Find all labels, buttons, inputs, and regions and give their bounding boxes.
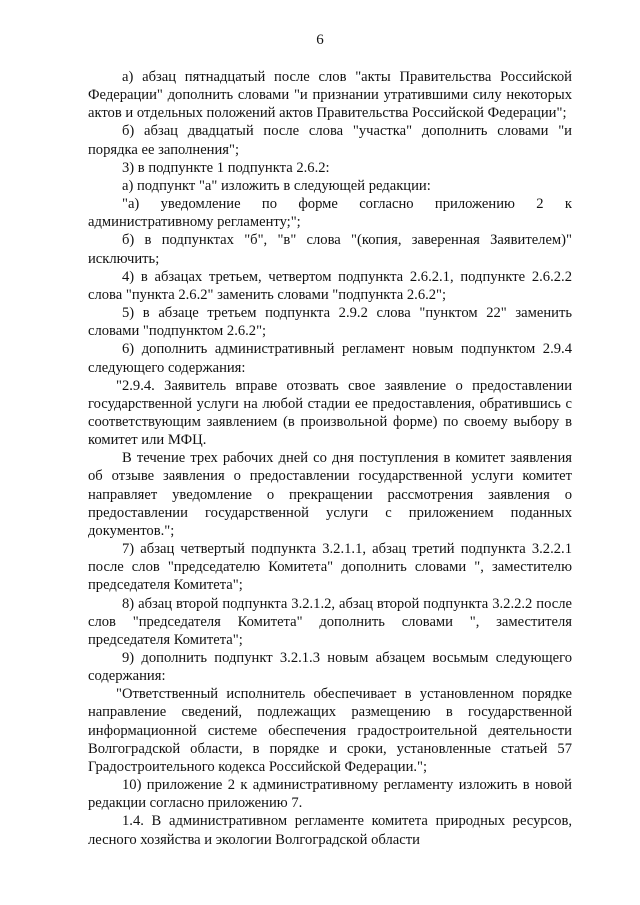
paragraph: б) в подпунктах "б", "в" слова "(копия, заверенная Заявителем)" исключить; (88, 232, 572, 267)
paragraph: 6) дополнить административный регламент новым подпунктом 2.9.4 следующего содержания: (88, 341, 572, 376)
page-number: 6 (316, 32, 324, 48)
paragraph: 9) дополнить подпункт 3.2.1.3 новым абзацем восьмым следующего содержания: (88, 650, 572, 685)
paragraph: 10) приложение 2 к административному регламенту изложить в новой редакции согласно приложению 7. (88, 777, 572, 812)
document-body (88, 68, 572, 849)
paragraph: 3) в подпункте 1 подпункта 2.6.2: (122, 159, 330, 176)
paragraph: 5) в абзаце третьем подпункта 2.9.2 слова "пунктом 22" заменить словами "подпунктом 2.6.2"; (88, 305, 572, 340)
paragraph: "Ответственный исполнитель обеспечивает в установленном порядке направление сведений, подлежащих размещению в государственной информационной системе обеспечения градостроительной деятельности Волгоградской области, в порядке и сроки, установленные статьей 57 Градостроительного кодекса Российской Федерации."; (88, 686, 572, 775)
paragraph: 7) абзац четвертый подпункта 3.2.1.1, абзац третий подпункта 3.2.2.1 после слов "председателю Комитета" дополнить словами ", заместителю председателя Комитета"; (88, 541, 572, 594)
paragraph: а) абзац пятнадцатый после слов "акты Правительства Российской Федерации" дополнить словами "и признании утратившими силу некоторых актов и отдельных положений актов Правительства Российской Федерации"; (88, 69, 572, 122)
paragraph: 1.4. В административном регламенте комитета природных ресурсов, лесного хозяйства и экологии Волгоградской области (88, 813, 572, 848)
paragraph: 4) в абзацах третьем, четвертом подпункта 2.6.2.1, подпункте 2.6.2.2 слова "пункта 2.6.2" заменить словами "подпункта 2.6.2"; (88, 268, 572, 303)
paragraph: б) абзац двадцатый после слова "участка" дополнить словами "и порядка ее заполнения"; (88, 123, 572, 158)
paragraph: 8) абзац второй подпункта 3.2.1.2, абзац второй подпункта 3.2.2.2 после слов "председателя Комитета" дополнить словами ", заместителя председателя Комитета"; (88, 595, 572, 648)
paragraph: В течение трех рабочих дней со дня поступления в комитет заявления об отзыве заявления о предоставлении государственной услуги комитет направляет уведомление о прекращении рассмотрения заявления о предоставлении государственной услуги с приложением поданных документов."; (88, 450, 572, 539)
paragraph: "а) уведомление по форме согласно приложению 2 к административному регламенту;"; (88, 196, 572, 231)
paragraph: "2.9.4. Заявитель вправе отозвать свое заявление о предоставлении государственной услуги на любой стадии ее предоставления, обратившись с соответствующим заявлением (в произвольной форме) по своему выбору в комитет или МФЦ. (88, 377, 572, 449)
paragraph: а) подпункт "а" изложить в следующей редакции: (122, 177, 431, 194)
